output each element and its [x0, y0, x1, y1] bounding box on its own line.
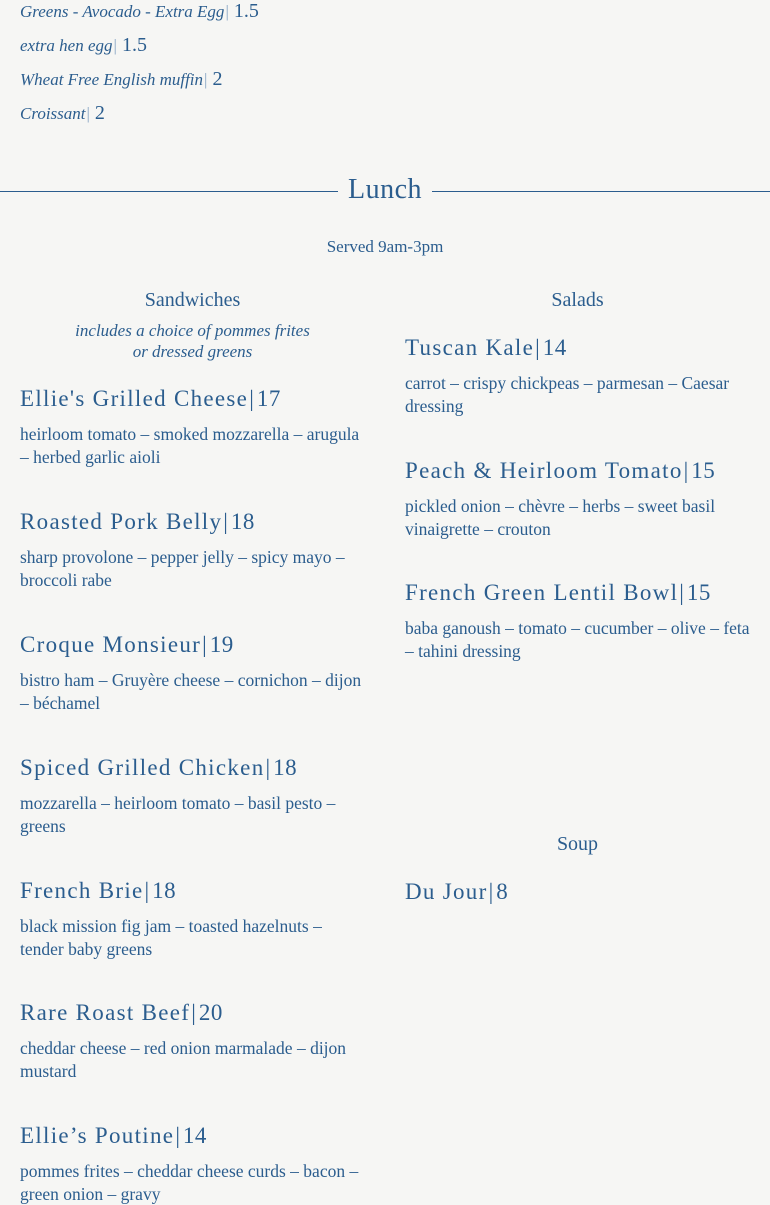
price-divider: |: [225, 2, 229, 21]
item-title: Roasted Pork Belly| 18: [20, 509, 255, 534]
menu-item: [405, 879, 755, 905]
menu-item: [20, 632, 365, 714]
price-divider: |: [204, 70, 208, 89]
item-title: Croque Monsieur| 19: [20, 632, 234, 657]
sandwiches-note: includes a choice of pommes frites or dressed greens: [75, 321, 310, 361]
menu-item: [20, 1123, 365, 1205]
item-description: sharp provolone – pepper jelly – spicy mayo – broccoli rabe: [20, 547, 345, 590]
menu-item: [405, 458, 755, 540]
addon-name: Greens - Avocado - Extra Egg: [20, 2, 225, 21]
item-description: pickled onion – chèvre – herbs – sweet basil vinaigrette – crouton: [405, 496, 716, 539]
addon-name: extra hen egg: [20, 36, 113, 55]
item-title: Ellie's Grilled Cheese| 17: [20, 386, 281, 411]
addon-name: Wheat Free English muffin: [20, 70, 204, 89]
served-hours: Served 9am-3pm: [326, 237, 444, 256]
item-description: pommes frites – cheddar cheese curds – bacon – green onion – gravy: [20, 1161, 359, 1204]
item-description: black mission fig jam – toasted hazelnuts – tender baby greens: [20, 916, 322, 959]
addon-name: Croissant: [20, 104, 86, 123]
price-divider: |: [113, 36, 117, 55]
item-title: Ellie’s Poutine| 14: [20, 1123, 207, 1148]
menu-item: [20, 509, 365, 591]
addon-item: [20, 68, 222, 91]
menu-item: [20, 755, 365, 837]
menu-item: [405, 335, 755, 417]
item-description: mozzarella – heirloom tomato – basil pesto – greens: [20, 793, 336, 836]
item-title: Peach & Heirloom Tomato| 15: [405, 458, 716, 483]
item-title: Tuscan Kale| 14: [405, 335, 567, 360]
menu-item: [20, 386, 365, 468]
addon-price: 1.5: [121, 34, 147, 56]
addon-price: 2: [94, 102, 105, 124]
item-description: baba ganoush – tomato – cucumber – olive – feta – tahini dressing: [405, 618, 750, 661]
sandwiches-heading: Sandwiches: [144, 289, 241, 311]
menu-item: [20, 878, 365, 960]
price-divider: |: [86, 104, 90, 123]
item-title: Rare Roast Beef| 20: [20, 1000, 223, 1025]
item-description: heirloom tomato – smoked mozzarella – arugula – herbed garlic aioli: [20, 424, 360, 467]
addon-price: 2: [212, 68, 223, 90]
addon-item: [20, 34, 147, 57]
item-description: carrot – crispy chickpeas – parmesan – Caesar dressing: [405, 373, 730, 416]
item-description: cheddar cheese – red onion marmalade – dijon mustard: [20, 1038, 347, 1081]
menu-item: [405, 580, 755, 662]
addon-item: [20, 102, 105, 125]
salads-heading: Salads: [551, 289, 604, 311]
addon-item: [20, 0, 259, 23]
item-title: Spiced Grilled Chicken| 18: [20, 755, 298, 780]
item-title: Du Jour| 8: [405, 879, 509, 904]
item-title: French Brie| 18: [20, 878, 177, 903]
addon-price: 1.5: [233, 0, 259, 22]
item-description: bistro ham – Gruyère cheese – cornichon – dijon – béchamel: [20, 670, 362, 713]
soup-heading: Soup: [556, 833, 599, 855]
item-title: French Green Lentil Bowl| 15: [405, 580, 711, 605]
menu-item: [20, 1000, 365, 1082]
section-title: Lunch: [0, 174, 770, 206]
